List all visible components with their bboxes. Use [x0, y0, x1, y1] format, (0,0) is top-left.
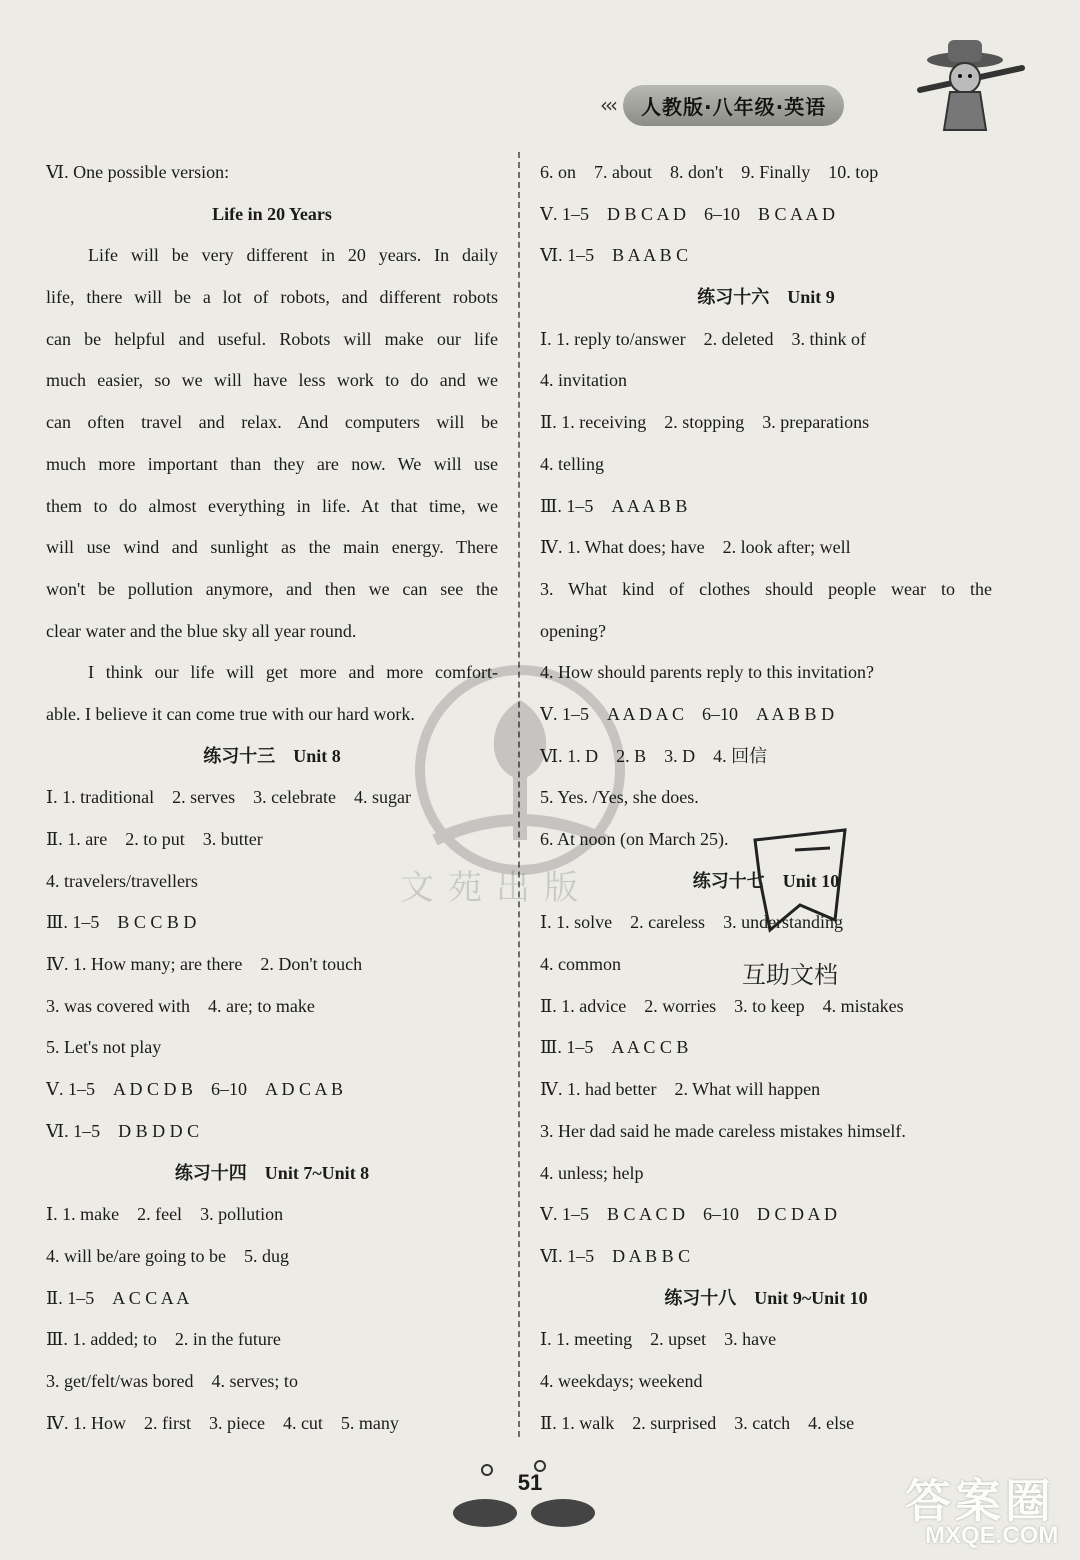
answer-line: 6. At noon (on March 25).	[540, 829, 729, 849]
answer-line: Ⅱ. 1. receiving 2. stopping 3. preparations	[540, 412, 870, 433]
answer-line: Life will be very different in 20 years. In daily	[88, 245, 498, 266]
answer-line: Ⅰ. 1. meeting 2. upset 3. have	[540, 1329, 777, 1350]
answer-line: 4. common	[540, 954, 621, 975]
stamp-text: 互助文档	[742, 961, 838, 989]
answer-line: Ⅴ. 1–5 D B C A D 6–10 B C A A D	[540, 203, 836, 224]
left-column	[46, 152, 498, 1444]
answer-line: Ⅴ. 1–5 A D C D B 6–10 A D C A B	[46, 1079, 344, 1100]
answer-line: Ⅴ. 1–5 B C A C D 6–10 D C D A D	[540, 1204, 838, 1225]
answer-line: life, there will be a lot of robots, and different robots	[46, 287, 498, 308]
answer-line: Ⅴ. 1–5 A A D A C 6–10 A A B B D	[540, 703, 835, 724]
answer-line: them to do almost everything in life. At that time, we	[46, 495, 498, 516]
answer-line: Ⅵ. 1–5 B A A B C	[540, 245, 689, 266]
answer-line: 3. What kind of clothes should people wear to the	[540, 578, 992, 599]
answer-line: Ⅱ. 1. are 2. to put 3. butter	[46, 829, 263, 849]
answer-line: 3. get/felt/was bored 4. serves; to	[46, 1370, 298, 1391]
answer-line: Ⅱ. 1. advice 2. worries 3. to keep 4. mistakes	[540, 995, 904, 1016]
answer-line: 4. telling	[540, 453, 604, 474]
answer-line: 4. travelers/travellers	[46, 870, 198, 891]
answer-line: Ⅱ. 1–5 A C C A A	[46, 1287, 190, 1308]
answer-line: I think our life will get more and more comfort-	[88, 662, 498, 683]
answer-line: Ⅵ. 1–5 D A B B C	[540, 1245, 691, 1266]
publisher-watermark-text: 文苑出版	[400, 868, 592, 908]
answer-line: much more important than they are now. We will use	[46, 453, 498, 474]
answer-line: Ⅲ. 1–5 A A C C B	[540, 1037, 689, 1058]
right-column	[540, 152, 992, 1444]
answer-line: Ⅲ. 1–5 A A A B B	[540, 495, 688, 516]
page-header	[600, 82, 930, 128]
answer-line: able. I believe it can come true with our hard work.	[46, 703, 415, 724]
answer-line: can often travel and relax. And computers will be	[46, 412, 498, 433]
answer-line: 5. Let's not play	[46, 1037, 162, 1058]
answer-line: clear water and the blue sky all year round.	[46, 620, 357, 641]
answer-line: opening?	[540, 620, 606, 641]
answer-line: Ⅳ. 1. had better 2. What will happen	[540, 1079, 821, 1100]
answer-line: 3. was covered with 4. are; to make	[46, 995, 315, 1016]
page-number: 51	[517, 1470, 543, 1495]
answer-line: Ⅳ. 1. How many; are there 2. Don't touch	[46, 954, 363, 975]
column-divider	[518, 152, 520, 1437]
section-heading: 练习十四 Unit 7~Unit 8	[174, 1162, 370, 1183]
answer-line: will use wind and sunlight as the main energy. There	[46, 537, 498, 558]
answer-line: Ⅰ. 1. reply to/answer 2. deleted 3. think of	[540, 328, 867, 349]
answer-line: Ⅵ. 1. D 2. B 3. D 4. 回信	[540, 745, 768, 766]
answer-line: can be helpful and useful. Robots will make our life	[46, 328, 498, 349]
section-heading: 练习十八 Unit 9~Unit 10	[664, 1287, 868, 1308]
answer-line: Ⅵ. 1–5 D B D D C	[46, 1120, 200, 1141]
answer-line: 4. unless; help	[540, 1162, 644, 1183]
answer-line: 4. will be/are going to be 5. dug	[46, 1245, 289, 1266]
answer-line: Ⅵ. One possible version:	[46, 162, 230, 182]
answer-line: Ⅰ. 1. solve 2. careless 3. understanding	[540, 912, 844, 933]
header-chevrons: ‹‹‹	[600, 93, 615, 117]
answer-line: much easier, so we will have less work to do and we	[46, 370, 498, 391]
scarecrow-mascot-icon	[910, 30, 1030, 140]
answer-line: Ⅰ. 1. make 2. feel 3. pollution	[46, 1204, 284, 1225]
header-title: 人教版·八年级·英语	[623, 85, 844, 126]
answer-line: Ⅳ. 1. What does; have 2. look after; well	[540, 537, 851, 558]
answer-line: 6. on 7. about 8. don't 9. Finally 10. top	[540, 162, 879, 182]
section-heading: 练习十七 Unit 10	[692, 870, 840, 891]
answer-line: Ⅰ. 1. traditional 2. serves 3. celebrate 4. sugar	[46, 787, 412, 808]
answer-line: 4. How should parents reply to this invitation?	[540, 662, 874, 683]
answer-line: won't be pollution anymore, and then we can see the	[46, 578, 498, 599]
answer-line: 4. weekdays; weekend	[540, 1370, 703, 1391]
answer-line: Ⅲ. 1–5 B C C B D	[46, 912, 197, 933]
answer-line: Ⅲ. 1. added; to 2. in the future	[46, 1329, 281, 1350]
answer-line: 3. Her dad said he made careless mistakes himself.	[540, 1120, 906, 1141]
section-heading: Life in 20 Years	[212, 203, 332, 224]
answer-line: Ⅳ. 1. How 2. first 3. piece 4. cut 5. many	[46, 1412, 399, 1433]
answer-line: Ⅱ. 1. walk 2. surprised 3. catch 4. else	[540, 1412, 855, 1433]
answer-line: 5. Yes. /Yes, she does.	[540, 787, 699, 808]
section-heading: 练习十六 Unit 9	[697, 287, 835, 308]
section-heading: 练习十三 Unit 8	[203, 745, 341, 766]
site-watermark-title: 答案圈	[905, 1474, 1055, 1528]
answer-line: 4. invitation	[540, 370, 627, 391]
site-watermark-url: MXQE.COM	[925, 1522, 1059, 1549]
